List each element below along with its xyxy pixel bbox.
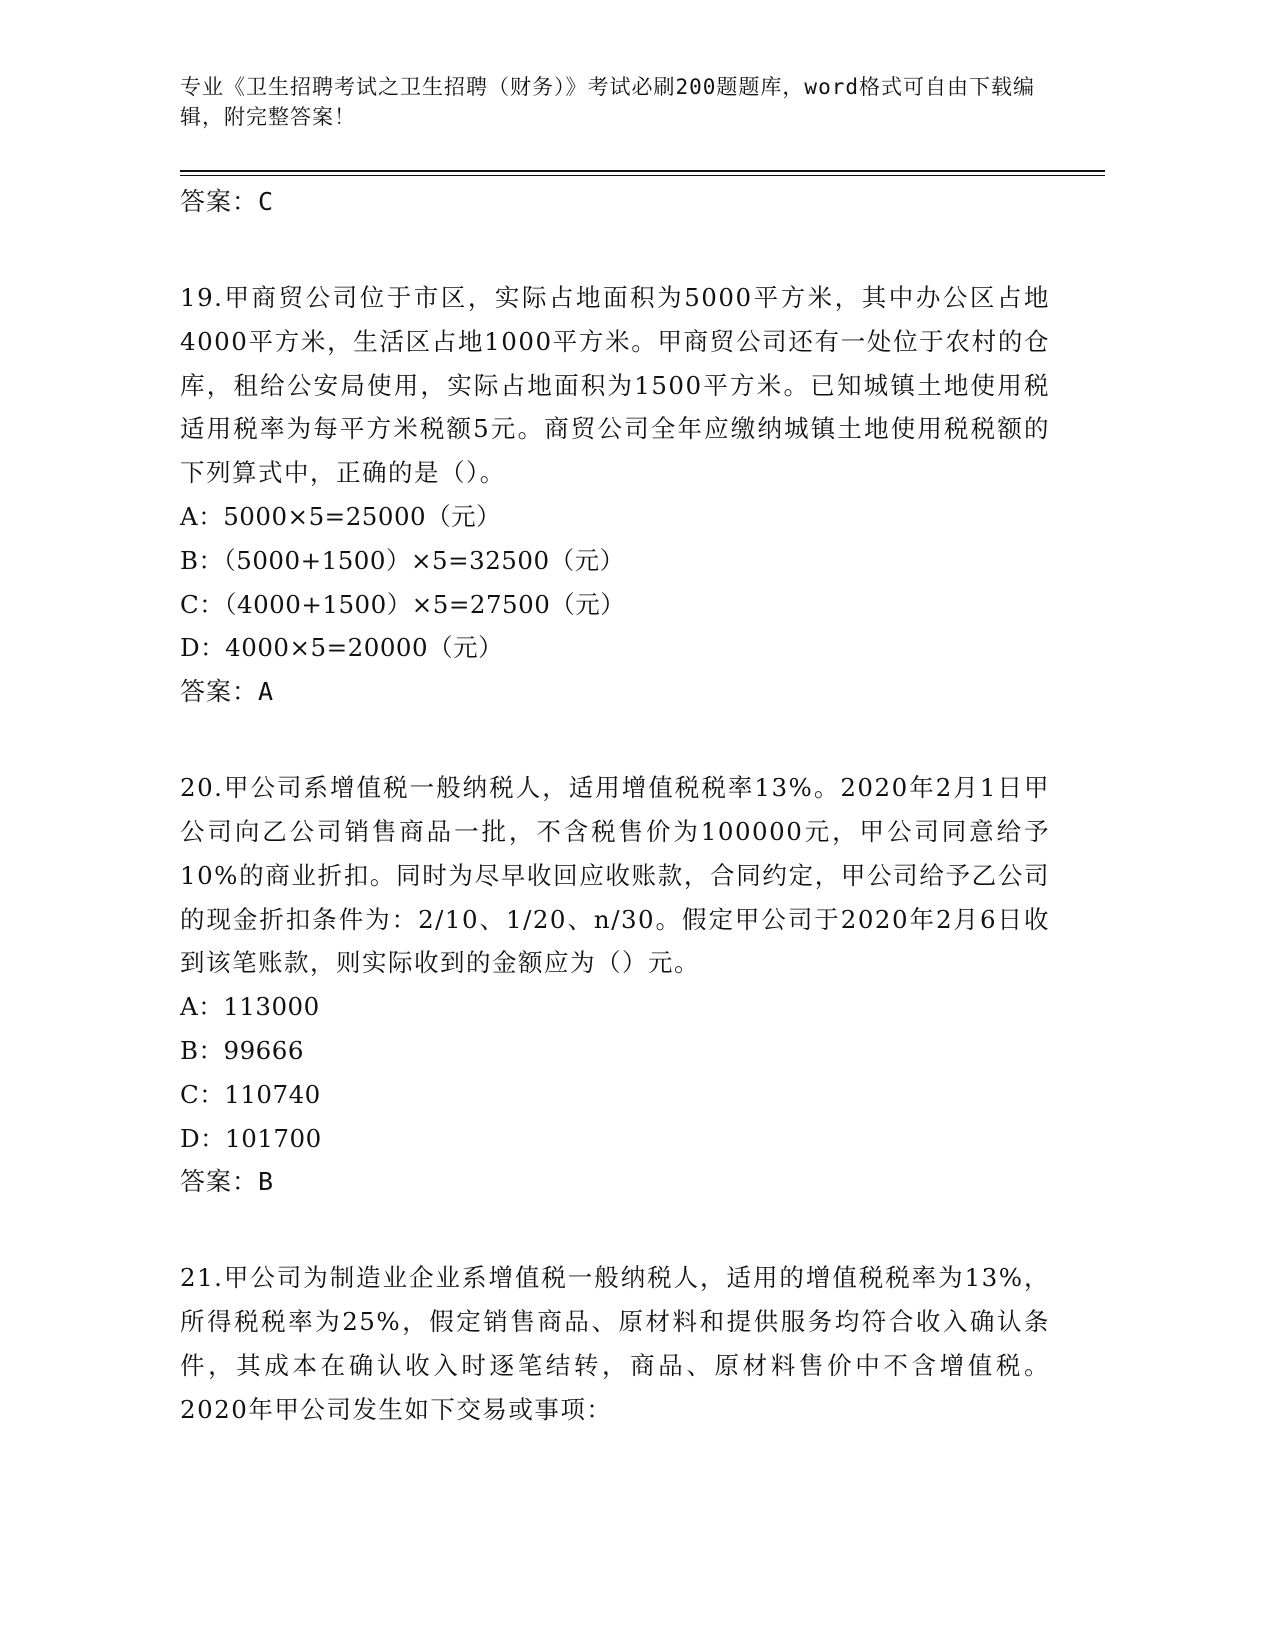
spacer [180, 714, 1050, 766]
document-body [180, 180, 1050, 1432]
option-b: B：99666 [180, 1035, 304, 1065]
spacer [180, 224, 1050, 276]
option-d: D：101700 [180, 1123, 322, 1153]
question-text: 19.甲商贸公司位于市区，实际占地面积为5000平方米，其中办公区占地4000平方米，生活区占地1000平方米。甲商贸公司还有一处位于农村的仓库，租给公安局使用，实际占地面积为1500平方米。已知城镇土地使用税适用税率为每平方米税额5元。商贸公司全年应缴纳城镇土地使用税税额的下列算式中，正确的是（）。 [180, 283, 1050, 488]
spacer [180, 1204, 1050, 1256]
option-a: A：5000×5=25000（元） [180, 501, 502, 531]
option-c: C：（4000+1500）×5=27500（元） [180, 589, 626, 619]
header-rule-thin [180, 175, 1105, 176]
option-b: B：（5000+1500）×5=32500（元） [180, 545, 625, 575]
question-text: 21.甲公司为制造业企业系增值税一般纳税人，适用的增值税税率为13%，所得税税率为25%，假定销售商品、原材料和提供服务均符合收入确认条件，其成本在确认收入时逐笔结转，商品、原材料售价中不含增值税。2020年甲公司发生如下交易或事项： [180, 1263, 1050, 1424]
option-c: C：110740 [180, 1079, 321, 1109]
question-text: 20.甲公司系增值税一般纳税人，适用增值税税率13%。2020年2月1日甲公司向乙公司销售商品一批，不含税售价为100000元，甲公司同意给予10%的商业折扣。同时为尽早收回应收账款，合同约定，甲公司给予乙公司的现金折扣条件为：2/10、1/20、n/30。假定甲公司于2020年2月6日收到该笔账款，则实际收到的金额应为（）元。 [180, 773, 1050, 978]
document-header: 专业《卫生招聘考试之卫生招聘（财务）》考试必刷200题题库，word格式可自由下载编辑，附完整答案！ [180, 75, 1035, 129]
question-block [180, 1256, 1050, 1431]
answer-line: 答案：B [180, 1167, 275, 1197]
question-block [180, 276, 1050, 714]
answer-line: 答案：A [180, 677, 275, 707]
answer-line: 答案：C [180, 187, 275, 216]
option-d: D：4000×5=20000（元） [180, 633, 504, 663]
header-rule-thick [180, 170, 1105, 172]
question-block [180, 766, 1050, 1204]
option-a: A：113000 [180, 992, 320, 1022]
